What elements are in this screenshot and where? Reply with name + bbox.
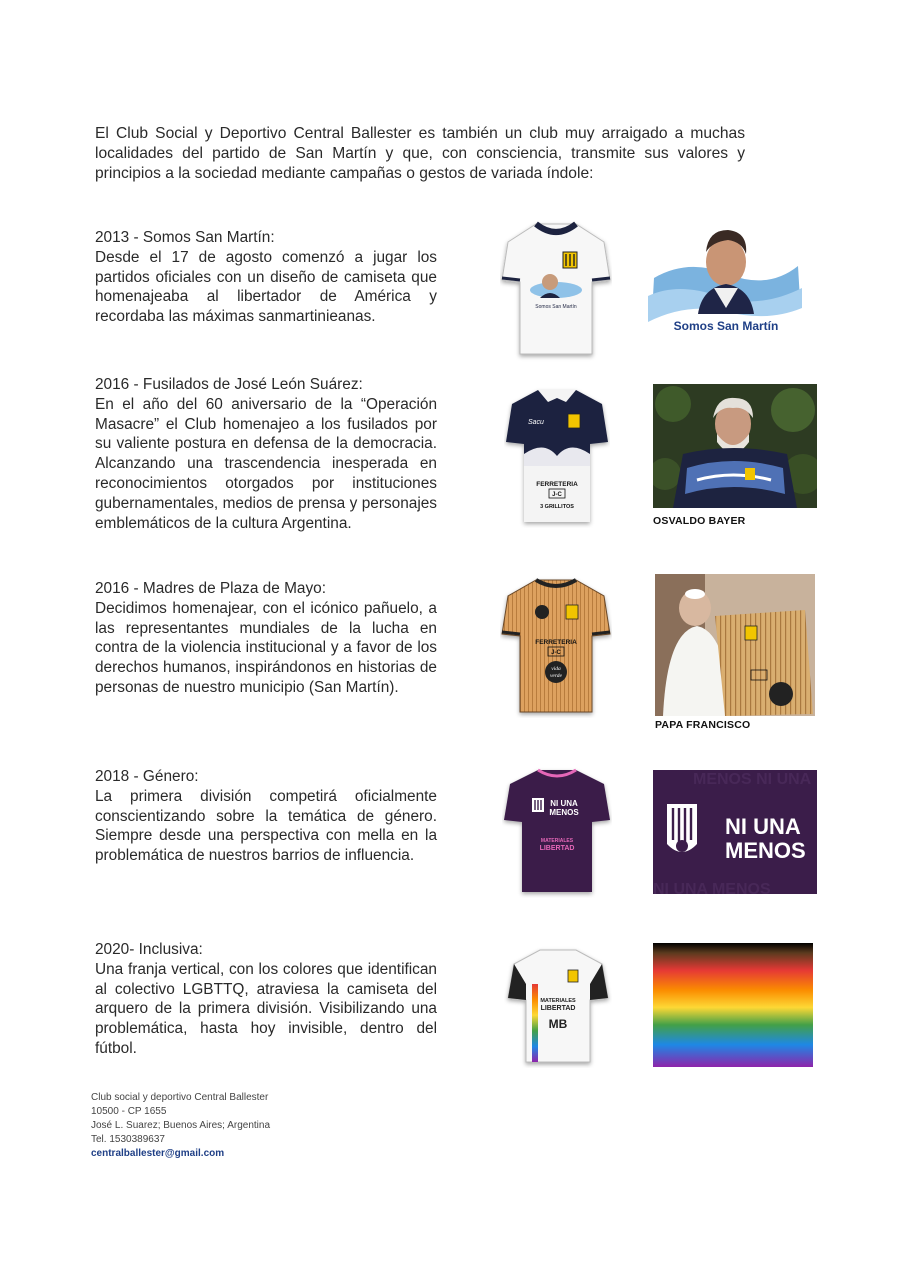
section-inclusiva xyxy=(95,940,437,1059)
osvaldo-bayer-photo xyxy=(653,384,817,508)
section-heading: 2020- Inclusiva: xyxy=(95,941,203,958)
section-heading: 2013 - Somos San Martín: xyxy=(95,229,275,246)
section-madres-plaza-de-mayo xyxy=(95,579,437,698)
shirt-text: LIBERTAD xyxy=(540,1005,576,1012)
svg-text:Sacu: Sacu xyxy=(528,419,544,426)
white-rainbow-stripe-shirt-image xyxy=(504,944,612,1068)
shirt-text: LIBERTAD xyxy=(539,845,575,852)
papa-francisco-photo xyxy=(655,574,815,716)
intro-paragraph: El Club Social y Deportivo Central Ballester es también un club muy arraigado a muchas localidades del partido de San Martín y que, con consciencia, transmite sus valores y principios a la sociedad mediante campañas o gestos de variada índole: xyxy=(95,125,745,182)
section-body: Decidimos homenajear, con el icónico pañuelo, a las representantes mundiales de la lucha en contra de la violencia institucional y a favor de los derechos humanos, inspirándonos en historias de personas de nuestro municipio (San Martín). xyxy=(95,599,437,696)
white-shirt-san-martin-image xyxy=(500,218,612,364)
section-somos-san-martin xyxy=(95,228,437,327)
section-heading: 2016 - Fusilados de José León Suárez: xyxy=(95,376,363,393)
shirt-text: verde xyxy=(549,673,563,679)
gold-striped-shirt-image xyxy=(500,574,612,718)
section-body: Desde el 17 de agosto comenzó a jugar los partidos oficiales con un diseño de camiseta que homenajeaba al libertador de América y recordaba las máximas sanmartinieanas. xyxy=(95,248,437,326)
shirt-text: MATERIALES xyxy=(540,838,574,844)
section-fusilados xyxy=(95,375,437,533)
shirt-text: J-C xyxy=(551,650,561,656)
shirt-text: MATERIALES xyxy=(540,998,576,1004)
somos-san-martin-image xyxy=(648,218,802,346)
shirt-text: vida xyxy=(551,666,561,672)
footer-city: José L. Suarez; Buenos Aires; Argentina xyxy=(91,1120,270,1131)
banner-text: MENOS xyxy=(725,838,806,863)
footer-address: 10500 - CP 1655 xyxy=(91,1106,167,1117)
section-body: Una franja vertical, con los colores que identifican al colectivo LGBTTQ, atraviesa la camiseta del arquero de la primera división. Visibilizando una problemática, hasta hoy invisible, dentro del fútbol. xyxy=(95,960,437,1057)
shirt-text: FERRETERIA xyxy=(535,639,577,646)
photo-caption-osvaldo-bayer: OSVALDO BAYER xyxy=(653,515,746,527)
shirt-text: J-C xyxy=(552,492,562,498)
section-heading: 2016 - Madres de Plaza de Mayo: xyxy=(95,580,326,597)
ni-una-menos-banner xyxy=(653,770,817,894)
footer-email-link[interactable]: centralballester@gmail.com xyxy=(91,1148,225,1159)
shirt-text: Somos San Martín xyxy=(535,304,577,310)
shirt-text: 3 GRILLITOS xyxy=(540,504,574,510)
shirt-text: MB xyxy=(548,1017,568,1031)
rainbow-flag-image xyxy=(653,943,813,1067)
navy-white-shirt-image xyxy=(504,384,610,528)
banner-text: NI UNA xyxy=(725,814,801,839)
shirt-text: MENOS xyxy=(549,808,579,817)
shirt-text: NI UNA xyxy=(550,799,578,808)
purple-shirt-ni-una-menos-image xyxy=(502,764,612,898)
somos-san-martin-label: Somos San Martín xyxy=(673,319,779,333)
section-genero xyxy=(95,767,437,866)
svg-text:MENOS NI UNA: MENOS NI UNA xyxy=(693,771,812,788)
section-body: La primera división competirá oficialmente conscientizando sobre la temática de género. Siempre desde una perspectiva con mella en la problemática de nuestros barrios de influencia. xyxy=(95,787,437,865)
section-body: En el año del 60 aniversario de la “Operación Masacre” el Club homenajeo a los fusilados por su valiente postura en defensa de la democracia. Alcanzando una trascendencia inesperada en reconocimientos otorgados por instituciones gubernamentales, medios de prensa y personajes emblemáticos de la cultura Argentina. xyxy=(95,395,437,532)
shirt-text: FERRETERIA xyxy=(536,481,578,488)
svg-text:NI UNA MENOS: NI UNA MENOS xyxy=(653,881,771,894)
footer-club-name: Club social y deportivo Central Ballester xyxy=(91,1092,269,1103)
photo-caption-papa-francisco: PAPA FRANCISCO xyxy=(655,719,751,731)
section-heading: 2018 - Género: xyxy=(95,768,199,785)
footer-phone: Tel. 1530389637 xyxy=(91,1134,165,1145)
footer-contact xyxy=(91,1091,270,1161)
